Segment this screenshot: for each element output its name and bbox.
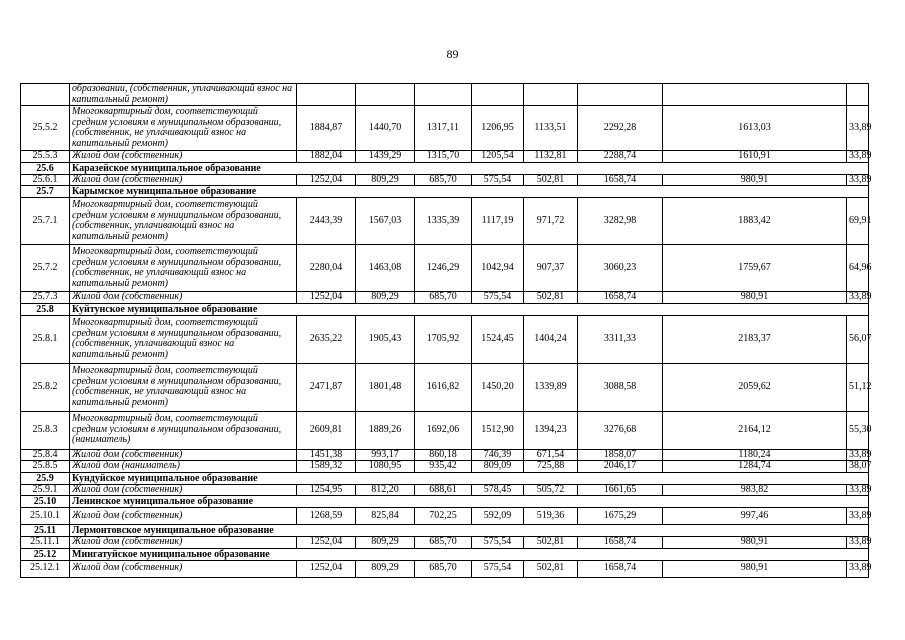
value-cell-6: 1658,74 [578,560,663,577]
value-cell-7: 2183,37 [663,315,847,363]
value-cell-6: 1858,07 [578,449,663,461]
table-row [21,560,869,577]
value-cell-7 [663,84,847,106]
value-cell-8: 33,89 [847,174,869,186]
group-row [21,303,869,315]
value-cell-3 [415,84,472,106]
value-cell-1: 1252,04 [297,560,356,577]
value-cell-3: 688,61 [415,484,472,496]
value-cell-8: 33,89 [847,449,869,461]
table-row [21,106,869,151]
table-row [21,449,869,461]
tariff-table [20,83,872,578]
row-description: Многоквартирный дом, соответствующий средним условиям в муниципальном образовании, (наниматель) [70,411,297,449]
page-number: 89 [446,47,459,61]
value-cell-5: 502,81 [524,292,578,304]
value-cell-2: 812,20 [356,484,415,496]
group-row [21,162,869,174]
row-code: 25.8.5 [21,461,70,473]
table-row [21,508,869,525]
table-row [21,363,869,411]
row-code: 25.7.1 [21,198,70,245]
group-code: 25.10 [21,496,70,508]
table-row [21,484,869,496]
value-cell-6: 3276,68 [578,411,663,449]
value-cell-3: 1317,11 [415,106,472,151]
value-cell-8: 33,89 [847,151,869,163]
row-description: Жилой дом (наниматель) [70,461,297,473]
group-name: Карымское муниципальное образование [70,186,869,198]
value-cell-1: 2280,04 [297,245,356,292]
value-cell-5: 1404,24 [524,315,578,363]
group-code: 25.6 [21,162,70,174]
value-cell-2: 993,17 [356,449,415,461]
row-description: Жилой дом (собственник) [70,174,297,186]
value-cell-1: 1884,87 [297,106,356,151]
value-cell-5: 1132,81 [524,151,578,163]
value-cell-4 [472,84,524,106]
value-cell-7: 1610,91 [663,151,847,163]
row-description: образовании, (собственник, уплачивающий взнос на капитальный ремонт) [70,84,297,106]
value-cell-5 [524,84,578,106]
table-row [21,198,869,245]
value-cell-3: 1335,39 [415,198,472,245]
value-cell-1: 2443,39 [297,198,356,245]
value-cell-4: 1450,20 [472,363,524,411]
value-cell-8: 33,89 [847,292,869,304]
value-cell-7: 983,82 [663,484,847,496]
value-cell-1: 2471,87 [297,363,356,411]
value-cell-2: 1567,03 [356,198,415,245]
value-cell-6: 1675,29 [578,508,663,525]
row-code [21,84,70,106]
row-code: 25.7.2 [21,245,70,292]
value-cell-5: 725,88 [524,461,578,473]
value-cell-7: 980,91 [663,560,847,577]
value-cell-7: 2059,62 [663,363,847,411]
value-cell-6: 2288,74 [578,151,663,163]
value-cell-7: 1613,03 [663,106,847,151]
value-cell-5: 671,54 [524,449,578,461]
table-row [21,292,869,304]
group-code: 25.7 [21,186,70,198]
row-code: 25.12.1 [21,560,70,577]
value-cell-6: 3282,98 [578,198,663,245]
value-cell-6: 2292,28 [578,106,663,151]
value-cell-3: 1705,92 [415,315,472,363]
group-row [21,496,869,508]
value-cell-5: 1339,89 [524,363,578,411]
value-cell-8: 33,89 [847,484,869,496]
value-cell-7: 1180,24 [663,449,847,461]
table-body [21,83,872,578]
group-row [21,548,869,560]
group-code: 25.11 [21,525,70,537]
row-code: 25.8.2 [21,363,70,411]
value-cell-6: 3311,33 [578,315,663,363]
row-description: Жилой дом (собственник) [70,508,297,525]
value-cell-4: 1042,94 [472,245,524,292]
value-cell-6: 1658,74 [578,174,663,186]
row-description: Жилой дом (собственник) [70,537,297,549]
row-description: Жилой дом (собственник) [70,484,297,496]
value-cell-5: 502,81 [524,537,578,549]
value-cell-3: 935,42 [415,461,472,473]
value-cell-8: 56,07 [847,315,869,363]
value-cell-4: 575,54 [472,537,524,549]
value-cell-8: 33,89 [847,106,869,151]
value-cell-1: 1252,04 [297,537,356,549]
row-code: 25.6.1 [21,174,70,186]
row-description: Многоквартирный дом, соответствующий средним условиям в муниципальном образовании, (собственник, уплачивающий взнос на капитальный ремонт) [70,198,297,245]
value-cell-6: 1661,65 [578,484,663,496]
value-cell-5: 502,81 [524,560,578,577]
value-cell-2: 1463,08 [356,245,415,292]
value-cell-2 [356,84,415,106]
value-cell-2: 809,29 [356,292,415,304]
value-cell-7: 997,46 [663,508,847,525]
group-row [21,525,869,537]
row-code: 25.10.1 [21,508,70,525]
row-description: Многоквартирный дом, соответствующий средним условиям в муниципальном образовании, (собственник, не уплачивающий взнос на капитальный ремонт) [70,106,297,151]
group-name: Кундуйское муниципальное образование [70,472,869,484]
value-cell-4: 746,39 [472,449,524,461]
value-cell-4: 575,54 [472,560,524,577]
group-name: Мингатуйское муниципальное образование [70,548,869,560]
row-description: Жилой дом (собственник) [70,560,297,577]
table-row [21,537,869,549]
value-cell-1: 1254,95 [297,484,356,496]
value-cell-1: 1252,04 [297,174,356,186]
value-cell-4: 1117,19 [472,198,524,245]
table-row [21,315,869,363]
value-cell-1: 1882,04 [297,151,356,163]
row-code: 25.7.3 [21,292,70,304]
row-description: Жилой дом (собственник) [70,151,297,163]
value-cell-1: 1589,32 [297,461,356,473]
value-cell-3: 860,18 [415,449,472,461]
value-cell-1: 1451,38 [297,449,356,461]
group-name: Куйтунское муниципальное образование [70,303,869,315]
value-cell-3: 1315,70 [415,151,472,163]
row-description: Многоквартирный дом, соответствующий средним условиям в муниципальном образовании, (собственник, не уплачивающий взнос на капитальный ремонт) [70,245,297,292]
table-row [21,84,869,106]
value-cell-5: 505,72 [524,484,578,496]
value-cell-5: 1133,51 [524,106,578,151]
value-cell-8: 33,89 [847,508,869,525]
value-cell-8: 38,07 [847,461,869,473]
value-cell-2: 1439,29 [356,151,415,163]
group-row [21,186,869,198]
value-cell-3: 685,70 [415,292,472,304]
row-code: 25.5.2 [21,106,70,151]
value-cell-2: 1889,26 [356,411,415,449]
value-cell-8: 69,91 [847,198,869,245]
value-cell-1: 2609,81 [297,411,356,449]
row-description: Многоквартирный дом, соответствующий средним условиям в муниципальном образовании, (собственник, уплачивающий взнос на капитальный ремонт) [70,315,297,363]
row-code: 25.11.1 [21,537,70,549]
value-cell-4: 578,45 [472,484,524,496]
value-cell-2: 809,29 [356,537,415,549]
row-description: Жилой дом (собственник) [70,449,297,461]
value-cell-1: 2635,22 [297,315,356,363]
value-cell-8: 33,89 [847,537,869,549]
value-cell-7: 2164,12 [663,411,847,449]
value-cell-4: 575,54 [472,292,524,304]
value-cell-2: 1905,43 [356,315,415,363]
value-cell-6: 3088,58 [578,363,663,411]
table-row [21,174,869,186]
value-cell-2: 1080,95 [356,461,415,473]
value-cell-3: 702,25 [415,508,472,525]
value-cell-6 [578,84,663,106]
value-cell-5: 971,72 [524,198,578,245]
table-row [21,245,869,292]
value-cell-3: 685,70 [415,174,472,186]
value-cell-7: 980,91 [663,292,847,304]
row-code: 25.5.3 [21,151,70,163]
value-cell-4: 1524,45 [472,315,524,363]
row-description: Жилой дом (собственник) [70,292,297,304]
group-name: Ленинское муниципальное образование [70,496,869,508]
value-cell-4: 1512,90 [472,411,524,449]
value-cell-5: 519,36 [524,508,578,525]
value-cell-4: 1206,95 [472,106,524,151]
value-cell-8: 55,30 [847,411,869,449]
value-cell-7: 1284,74 [663,461,847,473]
group-name: Каразейское муниципальное образование [70,162,869,174]
value-cell-4: 575,54 [472,174,524,186]
group-name: Лермонтовское муниципальное образование [70,525,869,537]
value-cell-5: 907,37 [524,245,578,292]
value-cell-7: 1883,42 [663,198,847,245]
table-row [21,151,869,163]
row-code: 25.9.1 [21,484,70,496]
row-code: 25.8.3 [21,411,70,449]
value-cell-7: 980,91 [663,537,847,549]
value-cell-4: 1205,54 [472,151,524,163]
value-cell-6: 2046,17 [578,461,663,473]
value-cell-7: 980,91 [663,174,847,186]
group-code: 25.8 [21,303,70,315]
value-cell-4: 592,09 [472,508,524,525]
group-row [21,472,869,484]
value-cell-2: 809,29 [356,174,415,186]
row-description: Многоквартирный дом, соответствующий средним условиям в муниципальном образовании, (собственник, не уплачивающий взнос на капитальный ремонт) [70,363,297,411]
value-cell-7: 1759,67 [663,245,847,292]
value-cell-8: 33,89 [847,560,869,577]
value-cell-5: 1394,23 [524,411,578,449]
value-cell-8: 51,12 [847,363,869,411]
value-cell-2: 1440,70 [356,106,415,151]
value-cell-5: 502,81 [524,174,578,186]
group-code: 25.9 [21,472,70,484]
group-code: 25.12 [21,548,70,560]
value-cell-2: 825,84 [356,508,415,525]
value-cell-1 [297,84,356,106]
value-cell-3: 1246,29 [415,245,472,292]
value-cell-8 [847,84,869,106]
row-code: 25.8.1 [21,315,70,363]
table-row [21,411,869,449]
value-cell-2: 1801,48 [356,363,415,411]
value-cell-1: 1252,04 [297,292,356,304]
value-cell-6: 1658,74 [578,537,663,549]
value-cell-8: 64,96 [847,245,869,292]
table-row [21,461,869,473]
value-cell-3: 1616,82 [415,363,472,411]
value-cell-6: 3060,23 [578,245,663,292]
row-code: 25.8.4 [21,449,70,461]
value-cell-1: 1268,59 [297,508,356,525]
value-cell-6: 1658,74 [578,292,663,304]
value-cell-4: 809,09 [472,461,524,473]
value-cell-3: 685,70 [415,537,472,549]
value-cell-2: 809,29 [356,560,415,577]
value-cell-3: 1692,06 [415,411,472,449]
value-cell-3: 685,70 [415,560,472,577]
